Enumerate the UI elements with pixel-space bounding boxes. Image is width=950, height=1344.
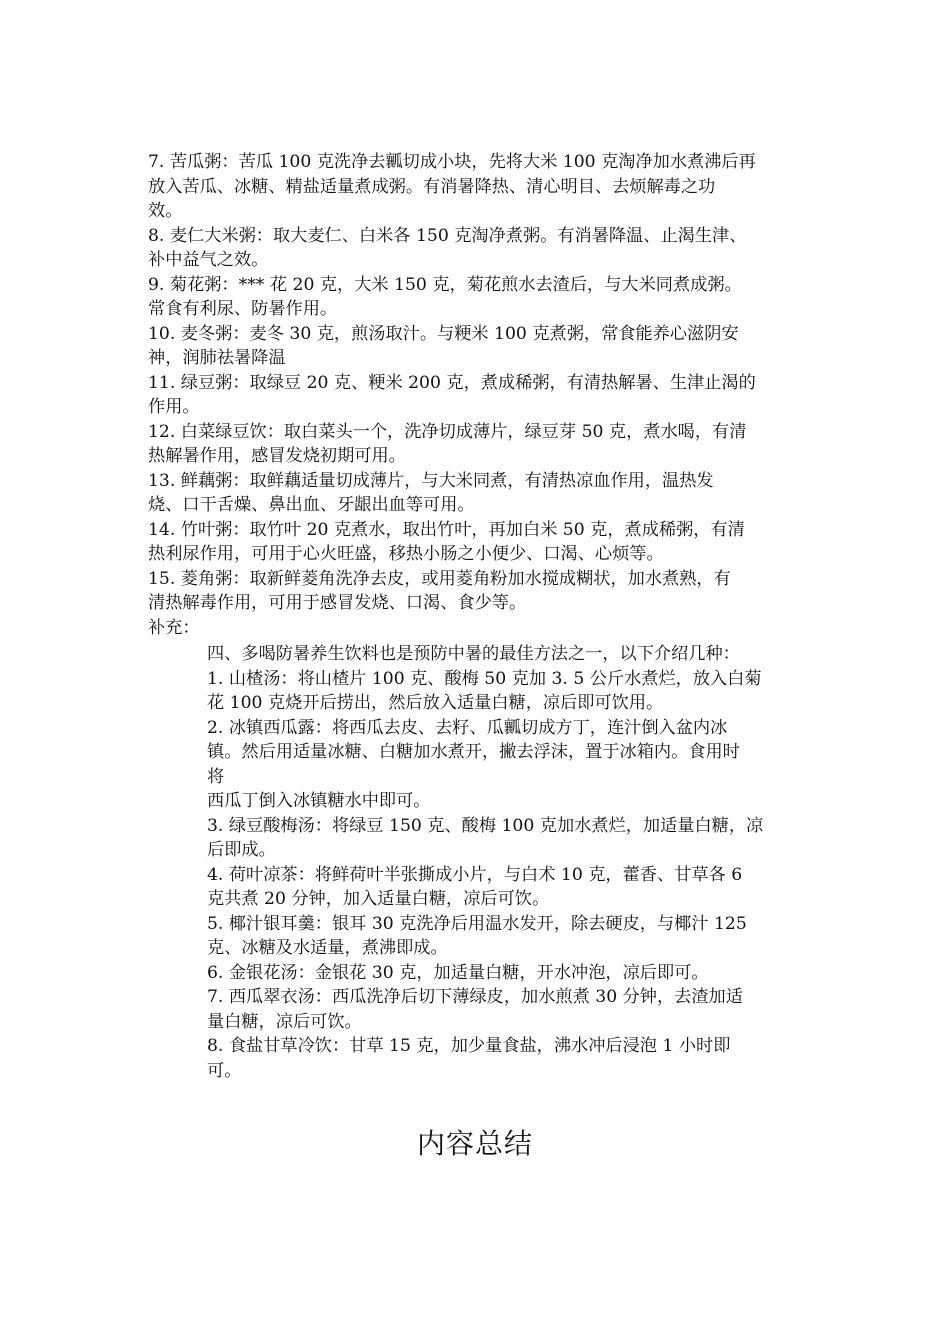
drink-item-line: 3. 绿豆酸梅汤：将绿豆 150 克、酸梅 100 克加水煮烂，加适量白糖，凉 [207, 815, 764, 836]
drink-item-line: 西瓜丁倒入冰镇糖水中即可。 [207, 791, 431, 811]
congee-item [148, 273, 808, 322]
drinks-intro: 四、多喝防暑养生饮料也是预防中暑的最佳方法之一，以下介绍几种： [207, 644, 740, 664]
drink-item-line: 可。 [207, 1060, 242, 1081]
congee-item-line: 常食有利尿、防暑作用。 [148, 299, 338, 319]
congee-item-line: 14. 竹叶粥：取竹叶 20 克煮水，取出竹叶，再加白米 50 克，煮成稀粥，有清 [148, 519, 745, 540]
congee-item [148, 469, 808, 518]
drink-item-line: 将 [207, 766, 225, 787]
drink-item-line: 7. 西瓜翠衣汤：西瓜洗净后切下薄绿皮，加水煎煮 30 分钟，去渣加适 [207, 987, 743, 1007]
drink-item [207, 1034, 807, 1083]
congee-item-line: 热解暑作用，感冒发烧初期可用。 [148, 446, 406, 466]
congee-item [148, 150, 808, 224]
congee-item-line: 10. 麦冬粥：麦冬 30 克，煎汤取汁。与粳米 100 克煮粥，常食能养心滋阴安 [148, 323, 739, 344]
drink-item [207, 912, 807, 961]
drink-item-line: 4. 荷叶凉茶：将鲜荷叶半张撕成小片，与白术 10 克，藿香、甘草各 6 [207, 864, 743, 885]
drink-item-line: 镇。然后用适量冰糖、白糖加水煮开，撇去浮沫，置于冰箱内。食用时 [207, 742, 740, 762]
congee-item-line: 清热解毒作用，可用于感冒发烧、口渴、食少等。 [148, 593, 527, 613]
drink-item-line: 8. 食盐甘草冷饮：甘草 15 克，加少量食盐，沸水冲后浸泡 1 小时即 [207, 1036, 731, 1056]
drink-item [207, 985, 807, 1034]
congee-item [148, 322, 808, 371]
congee-item-line: 效。 [148, 201, 183, 221]
congee-item-line: 8. 麦仁大米粥：取大麦仁、白米各 150 克淘净煮粥。有消暑降温、止渴生津、 [148, 225, 747, 246]
drink-item [207, 716, 807, 814]
drink-item [207, 961, 807, 986]
congee-item [148, 567, 808, 616]
drink-item-line: 5. 椰汁银耳羹：银耳 30 克洗净后用温水发开，除去硬皮，与椰汁 125 [207, 913, 747, 934]
congee-item-line: 7. 苦瓜粥：苦瓜 100 克洗净去瓤切成小块，先将大米 100 克淘净加水煮沸后再 [148, 152, 756, 172]
congee-item [148, 371, 808, 420]
congee-item-line: 13. 鲜藕粥：取鲜藕适量切成薄片，与大米同煮，有清热凉血作用，温热发 [148, 470, 714, 491]
congee-item-line: 作用。 [148, 397, 200, 417]
drink-item-line: 后即成。 [207, 840, 276, 860]
congee-item-line: 11. 绿豆粥：取绿豆 20 克、粳米 200 克，煮成稀粥，有清热解暑、生津止渴的 [148, 372, 756, 393]
drink-item-line: 克共煮 20 分钟，加入适量白糖，凉后可饮。 [207, 889, 550, 909]
congee-item-line: 热利尿作用，可用于心火旺盛，移热小肠之小便少、口渴、心烦等。 [148, 544, 664, 564]
summary-title: 内容总结 [416, 1127, 533, 1160]
drink-item-line: 花 100 克烧开后捞出，然后放入适量白糖，凉后即可饮用。 [207, 693, 664, 713]
congee-item-line: 放入苦瓜、冰糖、精盐适量煮成粥。有消暑降热、清心明目、去烦解毒之功 [148, 176, 716, 197]
drink-item [207, 667, 807, 716]
cooling-drinks-section [207, 642, 807, 1083]
supplement-label: 补充： [148, 617, 200, 638]
congee-recipe-list [148, 150, 808, 640]
congee-item [148, 224, 808, 273]
drink-item-line: 6. 金银花汤：金银花 30 克，加适量白糖，开水冲泡，凉后即可。 [207, 962, 709, 983]
drink-item [207, 863, 807, 912]
congee-item-line: 补中益气之效。 [148, 250, 269, 270]
congee-item-line: 12. 白菜绿豆饮：取白菜头一个，洗净切成薄片，绿豆芽 50 克，煮水喝，有清 [148, 421, 747, 442]
congee-item [148, 420, 808, 469]
drink-item-line: 克、冰糖及水适量，煮沸即成。 [207, 938, 448, 958]
drink-item-line: 2. 冰镇西瓜露：将西瓜去皮、去籽、瓜瓤切成方丁，连汁倒入盆内冰 [207, 717, 728, 738]
congee-item-line: 烧、口干舌燥、鼻出血、牙龈出血等可用。 [148, 495, 475, 515]
congee-item [148, 518, 808, 567]
congee-item-line: 15. 菱角粥：取新鲜菱角洗净去皮，或用菱角粉加水搅成糊状，加水煮熟，有 [148, 568, 731, 589]
congee-item-line: 9. 菊花粥：*** 花 20 克，大米 150 克，菊花煎水去渣后，与大米同煮成粥。 [148, 274, 742, 295]
drink-item-line: 1. 山楂汤：将山楂片 100 克、酸梅 50 克加 3. 5 公斤水煮烂，放入白菊 [207, 668, 762, 689]
congee-item-line: 神，润肺祛暑降温 [148, 348, 286, 368]
drink-item-line: 量白糖，凉后可饮。 [207, 1011, 362, 1032]
drink-item [207, 814, 807, 863]
